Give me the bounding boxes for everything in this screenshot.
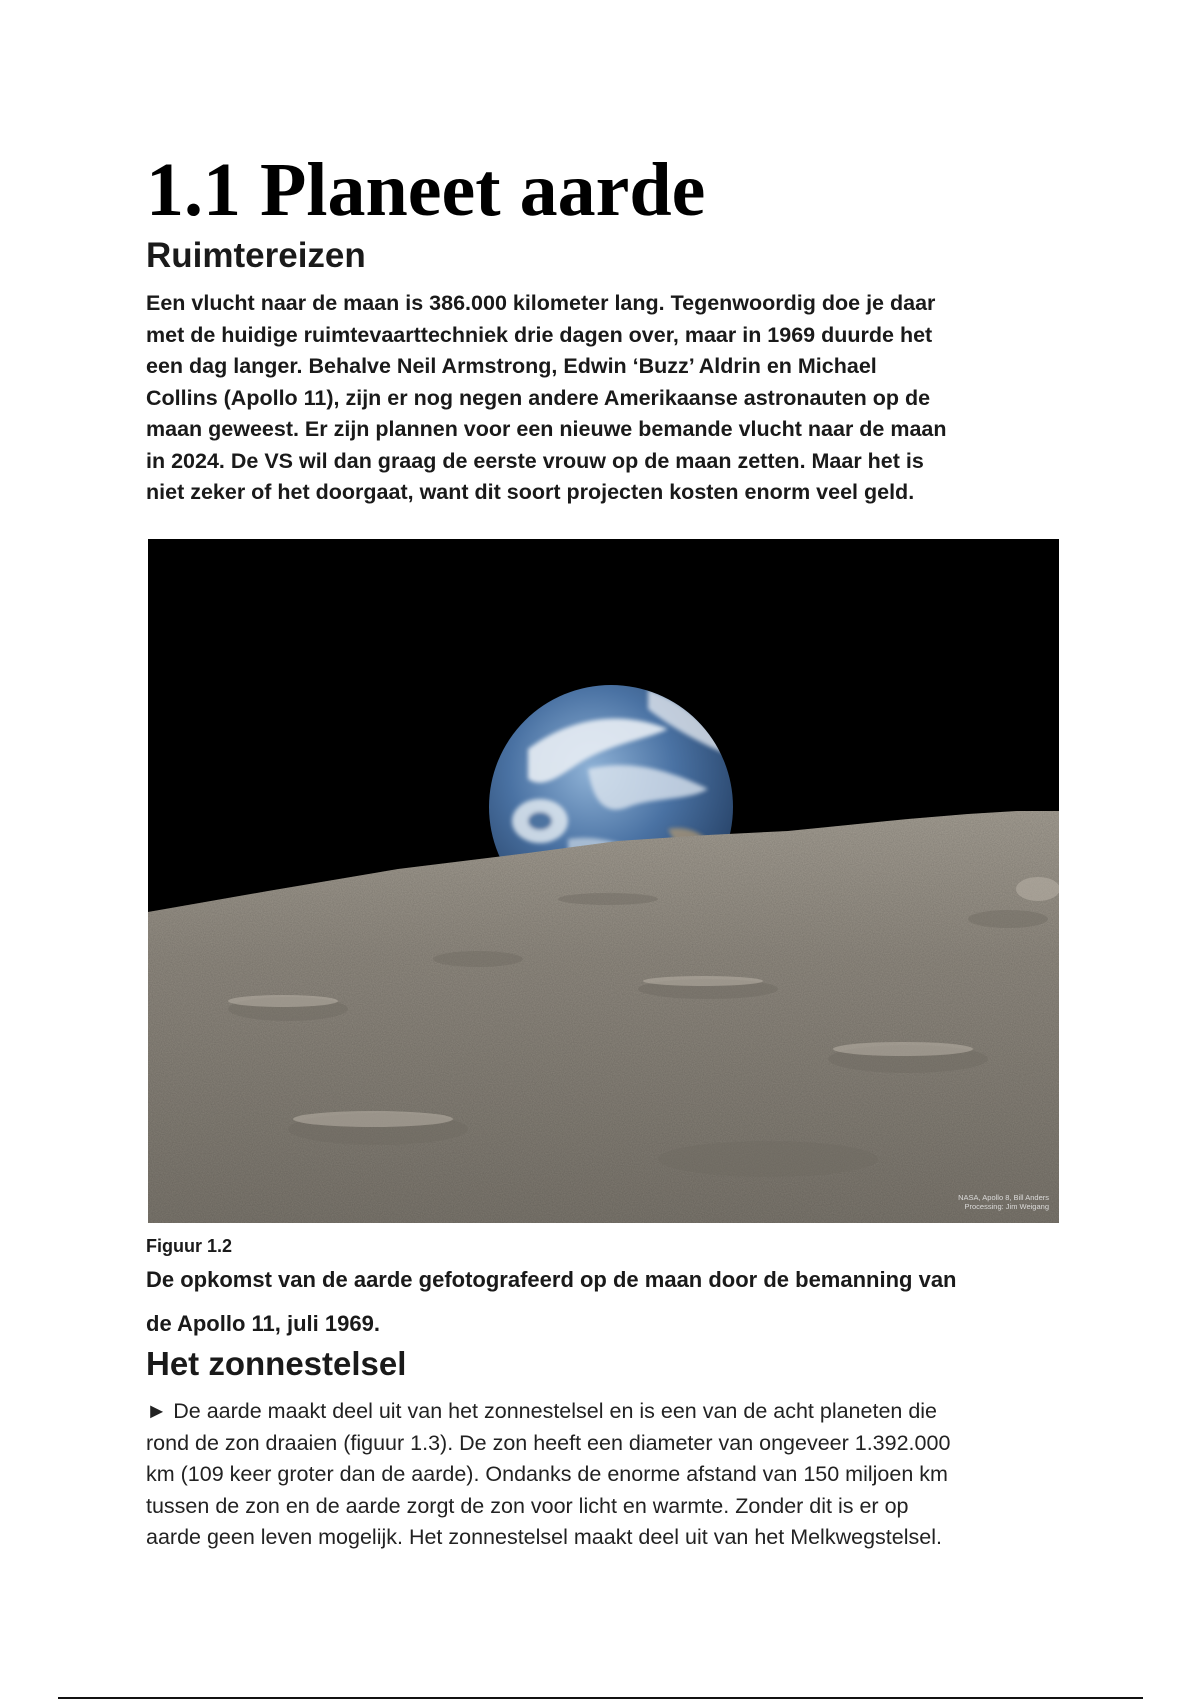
body-line: km (109 keer groter dan de aarde). Ondanks de enorme afstand van 150 miljoen km — [146, 1462, 948, 1486]
intro-paragraph — [146, 288, 1066, 509]
figure-caption-line: De opkomst van de aarde gefotografeerd op de maan door de bemanning van — [146, 1267, 957, 1292]
page-title: 1.1 Planeet aarde — [146, 148, 706, 232]
earthrise-photo — [148, 539, 1059, 1223]
body-line: rond de zon draaien (figuur 1.3). De zon heeft een diameter van ongeveer 1.392.000 — [146, 1430, 951, 1455]
photo-credit — [958, 1193, 1049, 1211]
body-line: aarde geen leven mogelijk. Het zonnestelsel maakt deel uit van het Melkwegstelsel. — [146, 1525, 942, 1549]
photo-credit-line: NASA, Apollo 8, Bill Anders — [958, 1193, 1049, 1202]
intro-line: in 2024. De VS wil dan graag de eerste vrouw op de maan zetten. Maar het is — [146, 448, 924, 473]
figure-caption-line: de Apollo 11, juli 1969. — [146, 1311, 380, 1336]
intro-line: maan geweest. Er zijn plannen voor een nieuwe bemande vlucht naar de maan — [146, 417, 947, 441]
figure-label: Figuur 1.2 — [146, 1236, 233, 1256]
intro-line: Een vlucht naar de maan is 386.000 kilometer lang. Tegenwoordig doe je daar — [146, 291, 936, 315]
figure-caption — [146, 1258, 1066, 1346]
section-heading-ruimtereizen: Ruimtereizen — [146, 236, 366, 275]
intro-line: Collins (Apollo 11), zijn er nog negen andere Amerikaanse astronauten op de — [146, 385, 931, 410]
photo-credit-line: Processing: Jim Weigang — [964, 1202, 1049, 1211]
earthrise-illustration — [148, 539, 1059, 1223]
intro-line: met de huidige ruimtevaarttechniek drie dagen over, maar in 1969 duurde het — [146, 322, 933, 347]
intro-line: niet zeker of het doorgaat, want dit soort projecten kosten enorm veel geld. — [146, 480, 915, 504]
section-heading-zonnestelsel: Het zonnestelsel — [146, 1345, 407, 1382]
zonnestelsel-paragraph — [146, 1396, 1076, 1554]
intro-line: een dag langer. Behalve Neil Armstrong, Edwin ‘Buzz’ Aldrin en Michael — [146, 354, 877, 378]
body-line: tussen de zon en de aarde zorgt de zon voor licht en warmte. Zonder dit is er op — [146, 1493, 909, 1518]
page-bottom-rule — [58, 1697, 1143, 1699]
body-line: ► De aarde maakt deel uit van het zonnestelsel en is een van de acht planeten die — [146, 1399, 938, 1423]
